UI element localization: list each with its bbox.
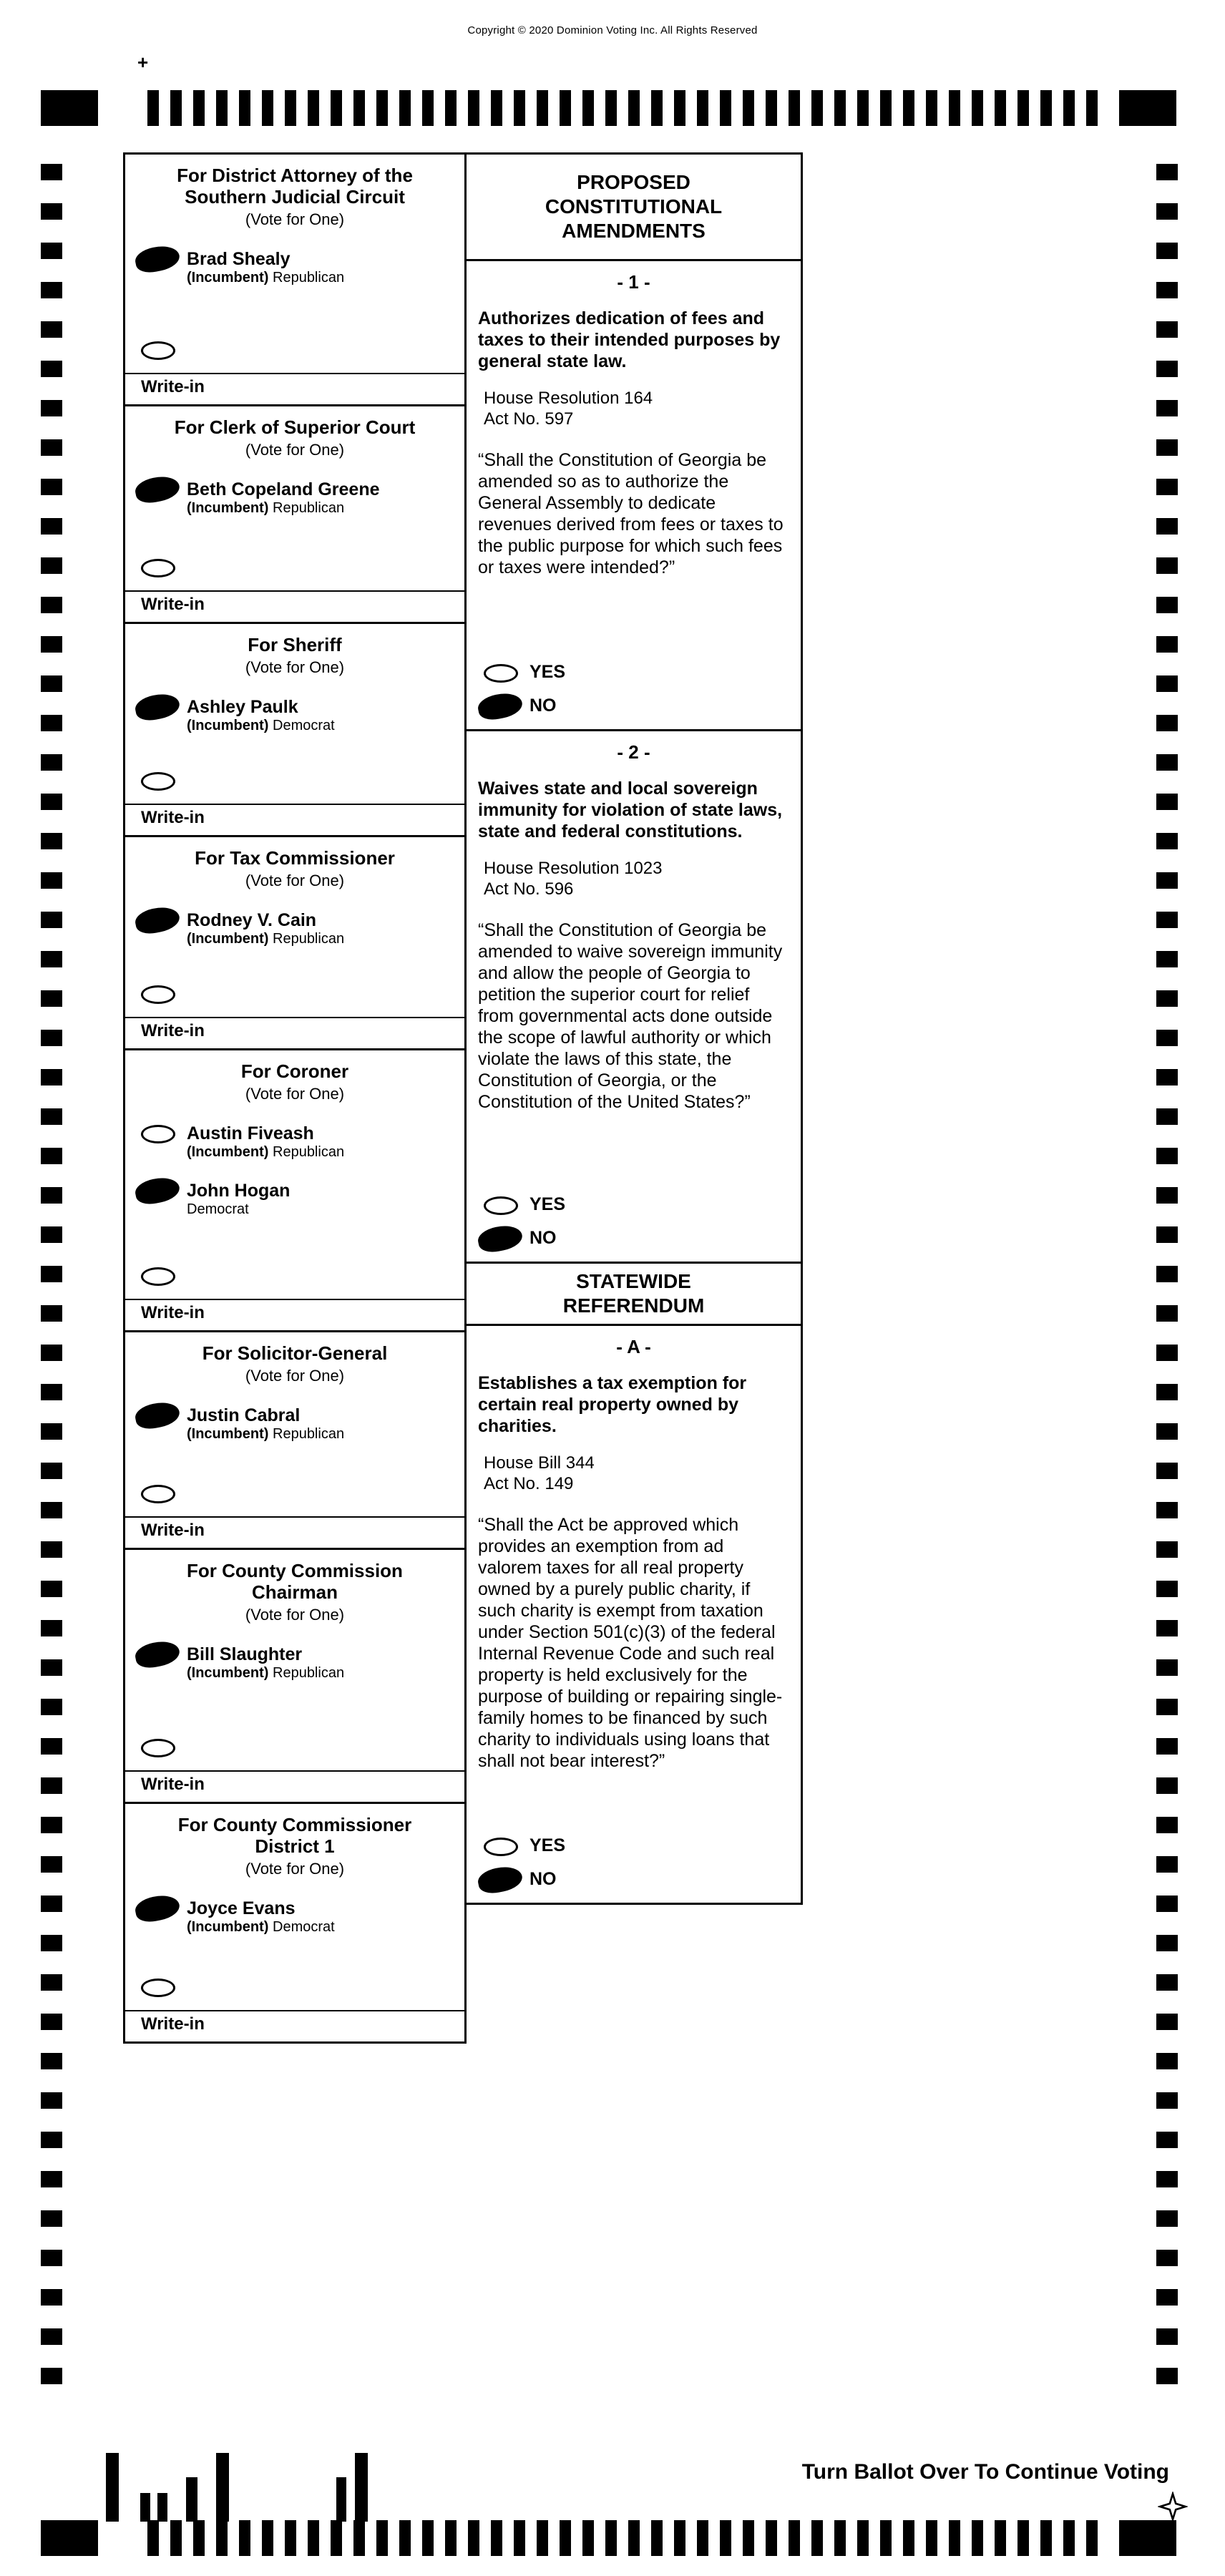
measure-question: “Shall the Act be approved which provides an exemption from ad valorem taxes for all real property owned by a purely public charity, if such charity is exempt from taxation under Section 501(c)(3) of the federal Internal Revenue Code and such real property is held exclusively for the purpose of building or repairing single-family homes to be financed by such charity to individuals using loans that shall not bear interest?” [478, 1515, 783, 1771]
candidate-party [187, 1201, 290, 1218]
referendum-header [467, 1264, 801, 1326]
candidate-party [187, 930, 344, 947]
candidate-text [187, 1123, 344, 1161]
candidate-party [187, 1918, 335, 1936]
vote-for-instruction: (Vote for One) [245, 1085, 345, 1103]
candidate-name: Austin Fiveash [187, 1123, 314, 1143]
write-in-oval[interactable] [141, 772, 175, 791]
party-label: Democrat [273, 718, 335, 733]
timing-block-top-left [41, 90, 98, 126]
party-label: Republican [273, 1144, 345, 1160]
contest-title: For Solicitor-General [202, 1342, 388, 1364]
party-label: Republican [273, 500, 345, 516]
party-label: Republican [273, 1426, 345, 1442]
write-in-option [125, 984, 464, 1004]
contest-title: For District Attorney of the Southern Judicial Circuit [177, 165, 413, 208]
measure-act-number: Act No. 596 [484, 879, 574, 899]
party-label: Democrat [187, 1201, 249, 1217]
turn-ballot-over-text: Turn Ballot Over To Continue Voting [801, 2460, 1169, 2484]
measure-answers [478, 662, 789, 716]
no-oval[interactable] [484, 1230, 518, 1249]
candidate-option [125, 1181, 464, 1218]
ballot-oval[interactable] [141, 481, 175, 499]
party-label: Republican [273, 1665, 345, 1681]
candidate-party [187, 1664, 344, 1682]
write-in-area[interactable] [125, 1516, 464, 1548]
candidate-option [125, 249, 464, 286]
candidate-name: Brad Shealy [187, 249, 291, 269]
barcode-bar [216, 2453, 229, 2522]
write-in-area[interactable] [125, 804, 464, 835]
measure-act-number: Act No. 149 [484, 1474, 574, 1493]
measure-summary: Authorizes dedication of fees and taxes to their intended purposes by general state law. [478, 308, 781, 371]
timing-block-top-right [1119, 90, 1176, 126]
contest-commissioner-district-1 [125, 1804, 464, 2041]
candidate-text [187, 479, 380, 517]
timing-bars-top [147, 90, 1098, 126]
yes-oval[interactable] [484, 1196, 518, 1215]
write-in-option [125, 1483, 464, 1503]
measure-reference [478, 388, 789, 429]
amendments-header [467, 155, 801, 261]
write-in-oval[interactable] [141, 1485, 175, 1503]
candidate-option [125, 1123, 464, 1161]
incumbent-label: (Incumbent) [187, 1144, 269, 1160]
ballot-oval[interactable] [141, 1900, 175, 1918]
barcode-bar [140, 2493, 150, 2522]
write-in-option [125, 771, 464, 791]
incumbent-label: (Incumbent) [187, 1665, 269, 1681]
candidate-text [187, 1405, 344, 1443]
measure-answers [478, 1835, 789, 1890]
barcode-bar [355, 2453, 368, 2522]
candidate-text [187, 697, 335, 734]
alignment-target-icon [1158, 2492, 1188, 2522]
candidate-party [187, 1143, 344, 1161]
candidate-option [125, 1898, 464, 1936]
contest-title: For County Commission Chairman [187, 1560, 403, 1603]
write-in-area[interactable] [125, 1017, 464, 1048]
contest-title: For Sheriff [248, 634, 342, 655]
write-in-option [125, 1266, 464, 1286]
vote-for-instruction: (Vote for One) [245, 658, 345, 676]
write-in-oval[interactable] [141, 1979, 175, 1997]
vote-for-instruction: (Vote for One) [245, 441, 345, 459]
write-in-oval[interactable] [141, 341, 175, 360]
incumbent-label: (Incumbent) [187, 718, 269, 733]
write-in-label: Write-in [141, 2014, 205, 2034]
yes-label: YES [529, 1835, 566, 1855]
write-in-oval[interactable] [141, 1267, 175, 1286]
candidate-text [187, 1644, 344, 1682]
candidate-party [187, 269, 344, 286]
candidate-name: Joyce Evans [187, 1898, 296, 1918]
party-label: Republican [273, 931, 345, 947]
ballot-oval[interactable] [141, 1125, 175, 1143]
candidate-option [125, 1644, 464, 1682]
incumbent-label: (Incumbent) [187, 500, 269, 516]
measure-number: - A - [616, 1336, 651, 1357]
contest-sheriff [125, 624, 464, 837]
ballot-oval[interactable] [141, 698, 175, 717]
contest-solicitor-general [125, 1332, 464, 1550]
write-in-label: Write-in [141, 595, 205, 614]
write-in-area[interactable] [125, 2010, 464, 2041]
measure-reference [478, 1453, 789, 1494]
ballot-oval[interactable] [141, 1182, 175, 1201]
write-in-label: Write-in [141, 1021, 205, 1040]
measure-question: “Shall the Constitution of Georgia be amended to waive sovereign immunity and allow the people of Georgia to petition the superior court for relief from governmental acts done outside the scope of lawful authority or which violate the laws of this state, the Constitution of Georgia, or the Constitution of the United States?” [478, 920, 783, 1112]
candidate-option [125, 1405, 464, 1443]
barcode-bar [336, 2477, 346, 2522]
ballot-oval[interactable] [141, 912, 175, 930]
write-in-label: Write-in [141, 1521, 205, 1540]
no-label: NO [529, 1228, 557, 1248]
candidate-name: Justin Cabral [187, 1405, 301, 1425]
measures-column [464, 152, 803, 1905]
candidate-party [187, 1425, 344, 1443]
yes-label: YES [529, 662, 566, 682]
contest-title: For County Commissioner District 1 [177, 1814, 412, 1857]
candidate-text [187, 1181, 290, 1218]
party-label: Republican [273, 270, 345, 286]
write-in-area[interactable] [125, 590, 464, 622]
no-option [484, 1228, 789, 1249]
amendments-header-text: PROPOSED CONSTITUTIONAL AMENDMENTS [545, 171, 723, 242]
no-oval[interactable] [484, 698, 518, 716]
contests-column [123, 152, 467, 2044]
write-in-oval[interactable] [141, 559, 175, 577]
measure-amendment-1 [467, 261, 801, 731]
write-in-option [125, 1977, 464, 1997]
candidate-name: Rodney V. Cain [187, 910, 317, 930]
copyright-line: Copyright © 2020 Dominion Voting Inc. All Rights Reserved [467, 24, 758, 36]
barcode-bar [186, 2477, 197, 2522]
barcode-bar [157, 2493, 167, 2522]
vote-for-instruction: (Vote for One) [245, 872, 345, 889]
ballot-oval[interactable] [141, 1407, 175, 1425]
candidate-option [125, 910, 464, 947]
referendum-header-text: STATEWIDE REFERENDUM [562, 1270, 705, 1317]
no-label: NO [529, 1869, 557, 1889]
candidate-option [125, 697, 464, 734]
candidate-option [125, 479, 464, 517]
ballot-oval[interactable] [141, 250, 175, 269]
candidate-text [187, 1898, 335, 1936]
candidate-party [187, 499, 380, 517]
measure-number: - 1 - [617, 271, 650, 293]
candidate-name: John Hogan [187, 1181, 291, 1201]
yes-option [484, 1835, 789, 1856]
contest-district-attorney [125, 155, 464, 406]
vote-for-instruction: (Vote for One) [245, 210, 345, 228]
write-in-oval[interactable] [141, 985, 175, 1004]
measure-question: “Shall the Constitution of Georgia be amended so as to authorize the General Assembly to dedicate revenues derived from fees or taxes to the public purpose for which such fees or taxes were intended?” [478, 450, 784, 577]
candidate-name: Beth Copeland Greene [187, 479, 380, 499]
measure-number: - 2 - [617, 741, 650, 763]
timing-block-bottom-left [41, 2520, 98, 2556]
contest-tax-commissioner [125, 837, 464, 1050]
write-in-area[interactable] [125, 373, 464, 404]
measure-summary: Waives state and local sovereign immunity for violation of state laws, state and federal constitutions. [478, 779, 783, 841]
write-in-label: Write-in [141, 808, 205, 827]
measure-resolution: House Resolution 164 [484, 389, 653, 408]
write-in-option [125, 557, 464, 577]
write-in-area[interactable] [125, 1299, 464, 1330]
candidate-name: Bill Slaughter [187, 1644, 303, 1664]
no-option [484, 696, 789, 716]
ballot-oval[interactable] [141, 1646, 175, 1664]
measure-referendum-a [467, 1326, 801, 1903]
contest-coroner [125, 1050, 464, 1332]
vote-for-instruction: (Vote for One) [245, 1860, 345, 1878]
measure-summary: Establishes a tax exemption for certain real property owned by charities. [478, 1373, 747, 1436]
measure-resolution: House Resolution 1023 [484, 859, 663, 878]
incumbent-label: (Incumbent) [187, 270, 269, 286]
timing-bars-bottom [147, 2520, 1098, 2556]
measure-act-number: Act No. 597 [484, 409, 574, 429]
ballot-id-marks [106, 2450, 368, 2522]
measure-reference [478, 858, 789, 899]
yes-option [484, 662, 789, 683]
candidate-text [187, 249, 344, 286]
vote-for-instruction: (Vote for One) [245, 1367, 345, 1385]
incumbent-label: (Incumbent) [187, 1426, 269, 1442]
timing-block-bottom-right [1119, 2520, 1176, 2556]
write-in-label: Write-in [141, 1775, 205, 1794]
no-oval[interactable] [484, 1871, 518, 1890]
contest-title: For Tax Commissioner [195, 847, 395, 869]
write-in-label: Write-in [141, 377, 205, 396]
timing-marks-right [1156, 164, 1178, 2384]
yes-oval[interactable] [484, 664, 518, 683]
party-label: Democrat [273, 1919, 335, 1935]
contest-title: For Clerk of Superior Court [174, 416, 416, 438]
candidate-party [187, 717, 335, 734]
no-option [484, 1869, 789, 1890]
write-in-label: Write-in [141, 1303, 205, 1322]
measure-answers [478, 1194, 789, 1249]
measure-bill: House Bill 344 [484, 1453, 595, 1473]
registration-plus-mark: + [137, 52, 149, 73]
write-in-option [125, 1737, 464, 1757]
candidate-name: Ashley Paulk [187, 697, 298, 717]
contest-commission-chairman [125, 1550, 464, 1804]
write-in-oval[interactable] [141, 1739, 175, 1757]
vote-for-instruction: (Vote for One) [245, 1606, 345, 1624]
contest-title: For Coroner [240, 1060, 349, 1082]
timing-marks-left [41, 164, 62, 2384]
yes-label: YES [529, 1194, 566, 1214]
yes-oval[interactable] [484, 1838, 518, 1856]
incumbent-label: (Incumbent) [187, 931, 269, 947]
no-label: NO [529, 696, 557, 716]
yes-option [484, 1194, 789, 1215]
write-in-option [125, 340, 464, 360]
candidate-text [187, 910, 344, 947]
measure-amendment-2 [467, 731, 801, 1264]
contest-clerk-superior-court [125, 406, 464, 624]
write-in-area[interactable] [125, 1770, 464, 1802]
barcode-bar [106, 2453, 119, 2522]
incumbent-label: (Incumbent) [187, 1919, 269, 1935]
